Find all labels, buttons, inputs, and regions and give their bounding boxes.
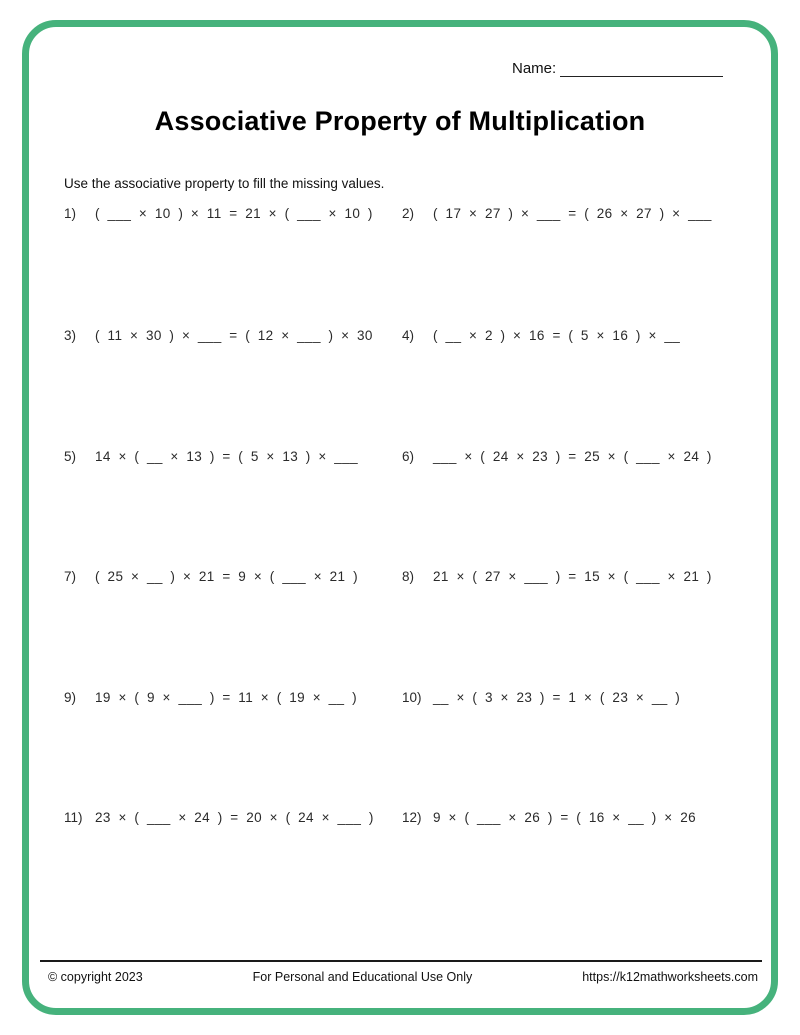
- problem-row: [64, 569, 770, 599]
- problem-number: 4): [402, 328, 415, 343]
- problem-equation: __ × ( 3 × 23 ) = 1 × ( 23 × __ ): [433, 690, 681, 705]
- problem-equation: 14 × ( __ × 13 ) = ( 5 × 13 ) × ___: [95, 449, 359, 464]
- problem-number: 12): [402, 810, 422, 825]
- problem-number: 2): [402, 206, 415, 221]
- problem-equation: 23 × ( ___ × 24 ) = 20 × ( 24 × ___ ): [95, 810, 374, 825]
- footer-divider-line: [40, 960, 762, 962]
- instructions-text: Use the associative property to fill the missing values.: [64, 176, 385, 191]
- problem-12: [402, 810, 696, 825]
- problem-11: [64, 810, 374, 825]
- footer-usage-text: For Personal and Educational Use Only: [252, 970, 473, 984]
- problem-equation: ___ × ( 24 × 23 ) = 25 × ( ___ × 24 ): [433, 449, 712, 464]
- problem-row: [64, 328, 770, 358]
- problem-4: [402, 328, 680, 343]
- problem-9: [64, 690, 357, 705]
- problem-equation: 9 × ( ___ × 26 ) = ( 16 × __ ) × 26: [433, 810, 697, 825]
- name-label: Name:: [512, 60, 557, 77]
- footer-website-link[interactable]: https://k12mathworksheets.com: [582, 970, 758, 984]
- problem-5: [64, 449, 358, 464]
- problem-number: 9): [64, 690, 77, 705]
- problem-equation: ( 17 × 27 ) × ___ = ( 26 × 27 ) × ___: [433, 206, 712, 221]
- problem-row: [64, 449, 770, 479]
- footer-copyright: © copyright 2023: [48, 970, 143, 984]
- problem-equation: ( __ × 2 ) × 16 = ( 5 × 16 ) × __: [433, 328, 681, 343]
- problem-number: 6): [402, 449, 415, 464]
- footer: [48, 970, 758, 984]
- problem-row: [64, 206, 770, 236]
- name-field: [512, 60, 723, 77]
- problem-number: 1): [64, 206, 77, 221]
- problem-number: 11): [64, 810, 83, 825]
- problem-number: 7): [64, 569, 77, 584]
- problem-equation: 19 × ( 9 × ___ ) = 11 × ( 19 × __ ): [95, 690, 358, 705]
- problem-equation: ( 11 × 30 ) × ___ = ( 12 × ___ ) × 30: [95, 328, 373, 343]
- problem-number: 10): [402, 690, 422, 705]
- problem-equation: ( 25 × __ ) × 21 = 9 × ( ___ × 21 ): [95, 569, 359, 584]
- problem-equation: 21 × ( 27 × ___ ) = 15 × ( ___ × 21 ): [433, 569, 712, 584]
- page-border-frame: [22, 20, 778, 1015]
- problem-number: 8): [402, 569, 415, 584]
- problem-row: [64, 690, 770, 720]
- name-blank-line: [560, 60, 723, 77]
- problem-8: [402, 569, 712, 584]
- problem-3: [64, 328, 373, 343]
- problem-number: 5): [64, 449, 77, 464]
- problem-equation: ( ___ × 10 ) × 11 = 21 × ( ___ × 10 ): [95, 206, 373, 221]
- problem-7: [64, 569, 358, 584]
- problem-10: [402, 690, 680, 705]
- page-title: Associative Property of Multiplication: [154, 106, 646, 136]
- problem-row: [64, 810, 770, 840]
- problem-2: [402, 206, 712, 221]
- problem-number: 3): [64, 328, 77, 343]
- problem-1: [64, 206, 373, 221]
- problem-6: [402, 449, 712, 464]
